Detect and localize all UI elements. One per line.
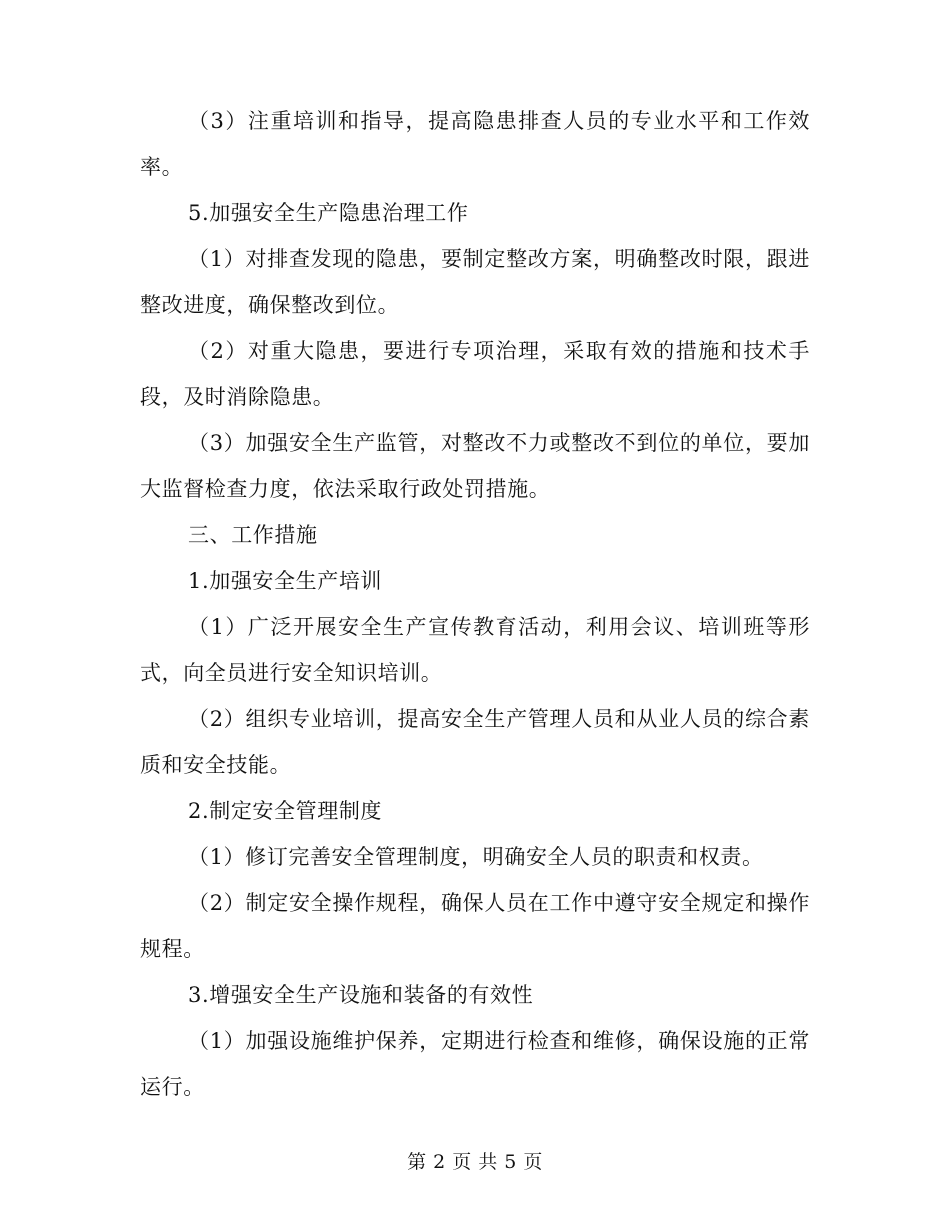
section-heading: 2.制定安全管理制度 [188,799,383,823]
paragraph: （3）加强安全生产监管，对整改不力或整改不到位的单位，要加大监督检查力度，依法采取行政处罚措施。 [140,431,810,501]
section-heading: 3.增强安全生产设施和装备的有效性 [188,983,534,1007]
paragraph: （2）制定安全操作规程，确保人员在工作中遵守安全规定和操作规程。 [140,891,810,961]
page-number-footer: 第 2 页 共 5 页 [407,1151,543,1173]
chapter-heading: 三、工作措施 [188,523,318,547]
paragraph: （2）对重大隐患，要进行专项治理，采取有效的措施和技术手段，及时消除隐患。 [140,339,810,409]
document-body [140,98,810,1110]
paragraph: （1）对排查发现的隐患，要制定整改方案，明确整改时限，跟进整改进度，确保整改到位。 [140,247,810,317]
paragraph: （3）注重培训和指导，提高隐患排查人员的专业水平和工作效率。 [140,109,810,179]
paragraph: （1）加强设施维护保养，定期进行检查和维修，确保设施的正常运行。 [140,1029,810,1099]
paragraph: （2）组织专业培训，提高安全生产管理人员和从业人员的综合素质和安全技能。 [140,707,810,777]
section-heading: 1.加强安全生产培训 [188,569,383,593]
paragraph: （1）修订完善安全管理制度，明确安全人员的职责和权责。 [188,845,764,869]
section-heading: 5.加强安全生产隐患治理工作 [188,201,469,225]
paragraph: （1）广泛开展安全生产宣传教育活动，利用会议、培训班等形式，向全员进行安全知识培训。 [140,615,810,685]
